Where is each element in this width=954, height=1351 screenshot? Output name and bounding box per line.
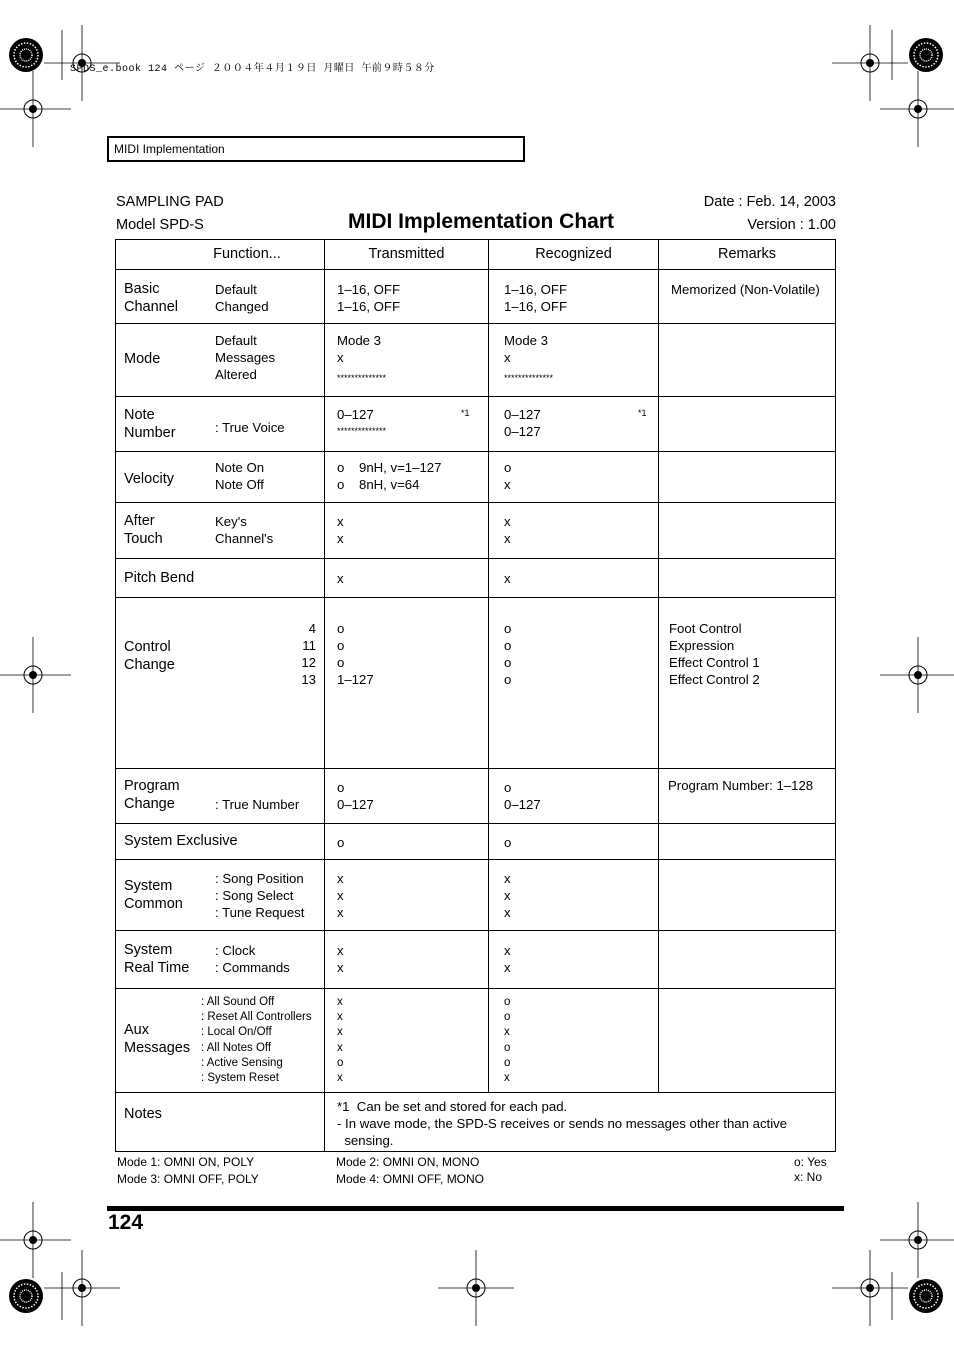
row-note-tx: 0–127: [337, 407, 374, 422]
row-basic-rx: 1–16, OFF 1–16, OFF: [504, 282, 568, 314]
row-basic-remarks: Memorized (Non-Volatile): [671, 282, 820, 297]
row-mode-tx-stars: **************: [337, 373, 387, 383]
midi-chart: [115, 239, 836, 1152]
row-aftertouch-rx: x x: [504, 514, 511, 546]
row-realtime-sub: : Clock : Commands: [215, 943, 290, 975]
row-control-remarks: Foot Control Expression Effect Control 1 Effect Control 2: [669, 621, 760, 687]
row-sysex-rx: o: [504, 835, 512, 850]
row-program-sub: : True Number: [215, 797, 300, 812]
product-name: SAMPLING PAD: [116, 194, 224, 210]
row-aftertouch-label: After Touch: [124, 513, 163, 547]
page-title: MIDI Implementation Chart: [348, 210, 615, 233]
page-number: 124: [108, 1211, 144, 1234]
version-label: Version : 1.00: [747, 217, 836, 233]
row-realtime-tx: x x: [337, 943, 344, 975]
row-note-rx-footnote: *1: [638, 408, 647, 418]
row-mode-sub: Default Messages Altered: [215, 333, 276, 382]
row-note-label: Note Number: [124, 407, 176, 441]
row-velocity-label: Velocity: [124, 471, 174, 487]
date-label: Date : Feb. 14, 2003: [703, 194, 836, 210]
col-transmitted: Transmitted: [368, 246, 445, 262]
row-program-label: Program Change: [124, 778, 180, 812]
row-control-label: Control Change: [124, 639, 175, 673]
col-function: Function...: [213, 246, 281, 262]
row-note-rx: 0–127 0–127: [504, 407, 541, 439]
row-note-tx-stars: **************: [337, 426, 387, 436]
row-aftertouch-sub: Key's Channel's: [215, 514, 274, 546]
row-pitchbend-label: Pitch Bend: [124, 570, 195, 586]
row-aux-rx: o o x o o x: [504, 996, 511, 1085]
row-sysex-label: System Exclusive: [124, 833, 238, 849]
section-label: MIDI Implementation: [107, 136, 525, 162]
row-common-label: System Common: [124, 878, 183, 912]
row-velocity-sub: Note On Note Off: [215, 460, 265, 492]
print-header: SPDS_e.book 124 ページ ２００４年４月１９日 月曜日 午前９時５８分: [70, 64, 435, 75]
row-control-rx: o o o o: [504, 621, 512, 687]
footer-mode2: Mode 2: OMNI ON, MONO: [336, 1155, 480, 1169]
footer-no: x: No: [794, 1170, 823, 1184]
col-remarks: Remarks: [717, 246, 776, 262]
footer-yes: o: Yes: [794, 1155, 827, 1169]
row-sysex-tx: o: [337, 835, 345, 850]
row-pitchbend-tx: x: [337, 571, 344, 586]
row-mode-rx: Mode 3 x: [504, 333, 548, 365]
row-basic-label: Basic Channel: [124, 281, 179, 315]
row-aux-tx: x x x x o x: [337, 996, 344, 1085]
row-control-numbers: 4 11 12 13: [301, 621, 316, 687]
row-program-rx: o 0–127: [504, 780, 541, 812]
model-name: Model SPD-S: [116, 217, 204, 233]
row-program-tx: o 0–127: [337, 780, 374, 812]
row-program-remarks: Program Number: 1–128: [668, 778, 814, 793]
row-notes-label: Notes: [124, 1106, 162, 1122]
row-aux-label: Aux Messages: [124, 1022, 191, 1056]
col-recognized: Recognized: [535, 246, 612, 262]
row-basic-tx: 1–16, OFF 1–16, OFF: [337, 282, 401, 314]
row-common-sub: : Song Position : Song Select : Tune Request: [215, 871, 305, 920]
footer-mode4: Mode 4: OMNI OFF, MONO: [336, 1172, 485, 1186]
row-basic-sub: Default Changed: [215, 282, 269, 314]
row-mode-tx: Mode 3 x: [337, 333, 381, 365]
row-aftertouch-tx: x x: [337, 514, 344, 546]
footer-mode3: Mode 3: OMNI OFF, POLY: [117, 1172, 259, 1186]
footer-mode1: Mode 1: OMNI ON, POLY: [117, 1155, 255, 1169]
page-bar: [107, 1206, 844, 1211]
row-aux-sub: : All Sound Off : Reset All Controllers : Local On/Off : All Notes Off : Active Sensing : System Reset: [201, 996, 312, 1085]
row-control-tx: o o o 1–127: [337, 621, 374, 687]
row-notes-text: *1 Can be set and stored for each pad. - In wave mode, the SPD-S receives or sends no messages other than active sensing.: [337, 1099, 788, 1148]
row-common-rx: x x x: [504, 871, 511, 920]
row-mode-rx-stars: **************: [504, 373, 554, 383]
row-pitchbend-rx: x: [504, 571, 511, 586]
row-realtime-rx: x x: [504, 943, 511, 975]
row-velocity-tx: o 9nH, v=1–127 o 8nH, v=64: [337, 460, 442, 492]
row-realtime-label: System Real Time: [124, 942, 190, 976]
row-mode-label: Mode: [124, 351, 161, 367]
row-note-sub: : True Voice: [215, 420, 285, 435]
row-note-tx-footnote: *1: [461, 408, 470, 418]
row-common-tx: x x x: [337, 871, 344, 920]
row-velocity-rx: o x: [504, 460, 512, 492]
